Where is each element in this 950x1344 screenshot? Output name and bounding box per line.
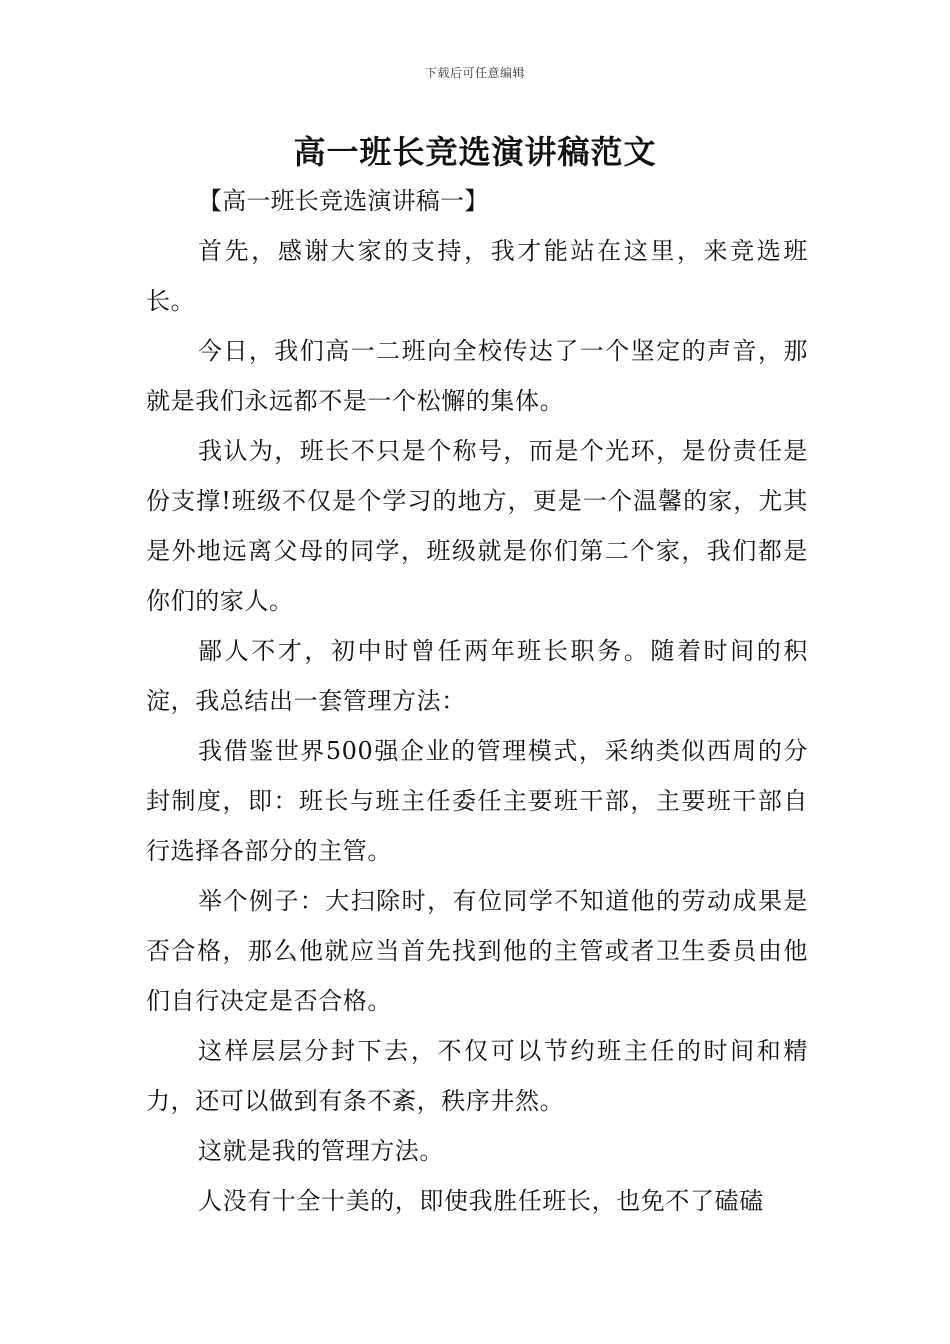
- paragraph: 我认为，班长不只是个称号，而是个光环，是份责任是份支撑!班级不仅是个学习的地方，更是一个温馨的家，尤其是外地远离父母的同学，班级就是你们第二个家，我们都是你们的家人。: [146, 437, 808, 615]
- document-body: [146, 176, 808, 1226]
- paragraph: 鄙人不才，初中时曾任两年班长职务。随着时间的积淀，我总结出一套管理方法：: [146, 637, 808, 715]
- paragraph: 我借鉴世界500强企业的管理模式，采纳类似西周的分封制度，即：班长与班主任委任主要班干部，主要班干部自行选择各部分的主管。: [146, 737, 808, 865]
- paragraph: 举个例子：大扫除时，有位同学不知道他的劳动成果是否合格，那么他就应当首先找到他的主管或者卫生委员由他们自行决定是否合格。: [146, 887, 808, 1015]
- paragraph: 首先，感谢大家的支持，我才能站在这里，来竞选班长。: [146, 237, 808, 315]
- paragraph: 这就是我的管理方法。: [198, 1137, 444, 1165]
- section-subtitle: 【高一班长竞选演讲稿一】: [198, 187, 489, 215]
- paragraph: 人没有十全十美的，即使我胜任班长，也免不了磕磕: [198, 1187, 764, 1215]
- paragraph: 这样层层分封下去，不仅可以节约班主任的时间和精力，还可以做到有条不紊，秩序井然。: [146, 1037, 808, 1115]
- paragraph: 今日，我们高一二班向全校传达了一个坚定的声音，那就是我们永远都不是一个松懈的集体。: [146, 337, 808, 415]
- document-title: 高一班长竞选演讲稿范文: [293, 133, 657, 171]
- page-header-note: 下载后可任意编辑: [424, 66, 525, 80]
